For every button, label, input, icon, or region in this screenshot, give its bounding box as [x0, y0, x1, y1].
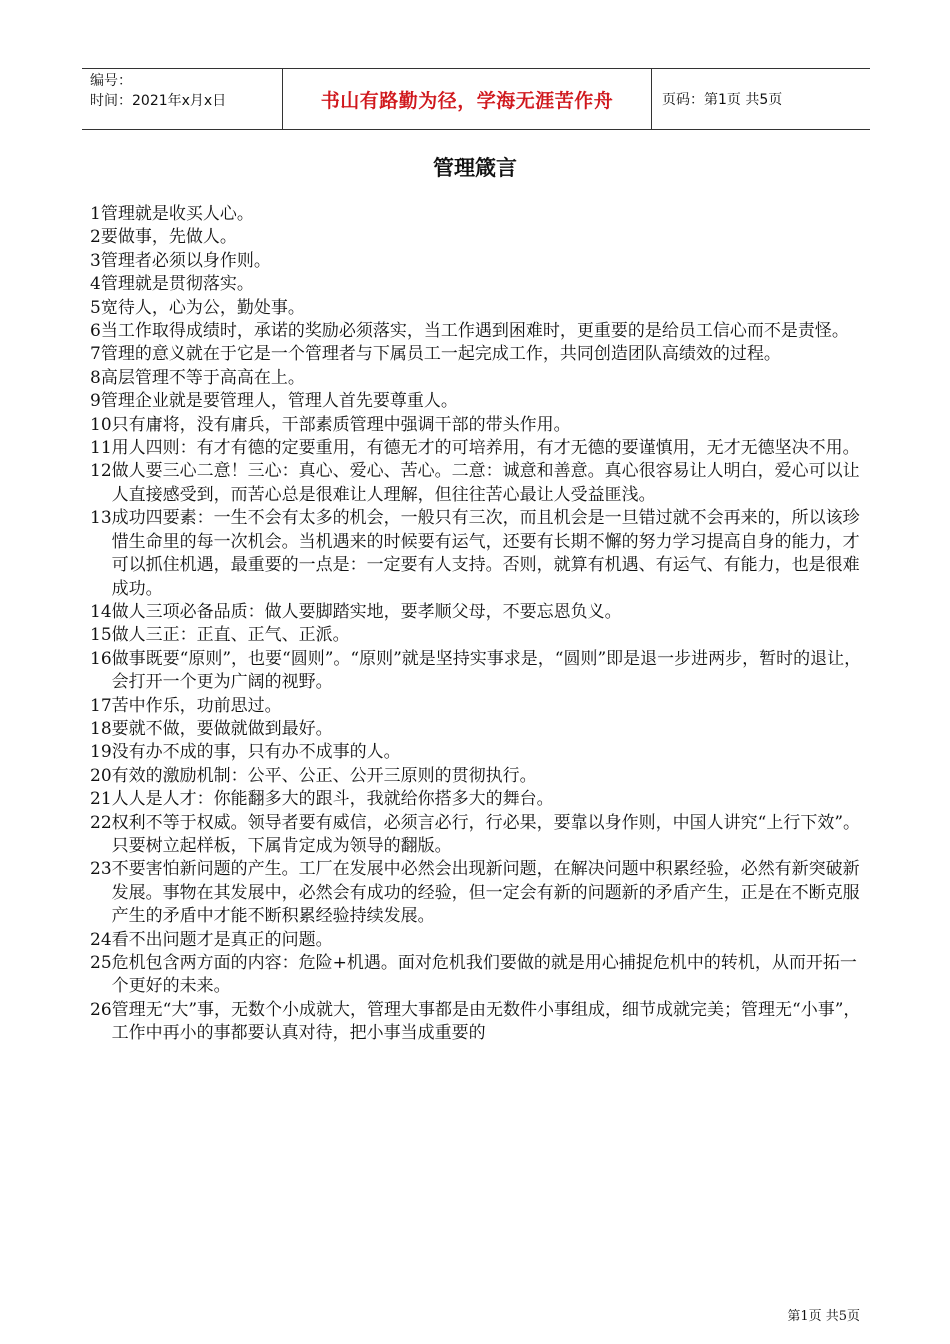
list-item: [90, 203, 870, 226]
item-number: 25: [90, 953, 112, 973]
list-item: [90, 929, 870, 952]
item-text: 管理者必须以身作则。: [100, 250, 271, 271]
item-number: 7: [90, 344, 101, 365]
item-text: 管理就是贯彻落实。: [100, 274, 254, 295]
list-item: [90, 460, 870, 507]
item-number: 18: [90, 718, 112, 739]
list-item: [90, 507, 870, 601]
item-number: 24: [90, 929, 112, 950]
list-item: [90, 741, 870, 764]
item-number: 15: [90, 625, 112, 646]
item-number: 17: [90, 695, 112, 716]
list-item: [90, 390, 870, 413]
item-number: 6: [90, 321, 101, 342]
list-item: [90, 999, 870, 1046]
header-motto: 书山有路勤为径，学海无涯苦作舟: [320, 89, 614, 112]
item-text: 管理无“大”事，无数个小成就大，管理大事都是由无数件小事组成，细节成就完美；管理无“小事”，工作中再小的事都要认真对待，把小事当成重要的: [111, 999, 861, 1044]
item-text: 当工作取得成绩时，承诺的奖励必须落实，当工作遇到困难时，更重要的是给员工信心而不是责怪。: [100, 321, 849, 342]
item-text: 权利不等于权威。领导者要有威信，必须言必行，行必果，要靠以身作则，中国人讲究“上行下效”。只要树立起样板，下属肯定成为领导的翻版。: [111, 812, 861, 856]
item-text: 有效的激励机制：公平、公正、公开三原则的贯彻执行。: [111, 765, 537, 786]
item-text: 只有庸将，没有庸兵，干部素质管理中强调干部的带头作用。: [111, 414, 571, 435]
list-item: [90, 297, 870, 320]
list-item: [90, 718, 870, 741]
item-text: 宽待人，心为公，勤处事。: [100, 297, 305, 318]
item-number: 20: [90, 765, 112, 786]
document-number-label: 编号：: [90, 73, 132, 89]
item-text: 做事既要“原则”，也要“圆则”。“原则”就是坚持实事求是，“圆则”即是退一步进两步，暂时的退让，会打开一个更为广阔的视野。: [111, 648, 862, 693]
page-footer: 第1页 共5页: [787, 1309, 860, 1324]
item-number: 19: [90, 742, 112, 763]
item-number: 14: [90, 601, 112, 622]
item-number: 23: [90, 859, 112, 880]
item-text: 管理就是收买人心。: [100, 204, 254, 224]
list-item: [90, 343, 870, 366]
document-date-label: 时间：2021年x月x日: [90, 93, 227, 109]
list-item: [90, 320, 870, 343]
item-number: 12: [90, 461, 112, 482]
item-text: 要做事，先做人。: [100, 227, 237, 248]
item-text: 苦中作乐，功前思过。: [111, 695, 282, 716]
list-item: [90, 414, 870, 437]
item-text: 管理的意义就在于它是一个管理者与下属员工一起完成工作，共同创造团队高绩效的过程。: [100, 344, 781, 365]
list-item: [90, 367, 870, 390]
item-number: 3: [90, 250, 101, 271]
item-text: 看不出问题才是真正的问题。: [111, 929, 333, 950]
item-text: 做人三项必备品质：做人要脚踏实地，要孝顺父母，不要忘恩负义。: [111, 601, 622, 622]
page-header: [82, 68, 870, 130]
list-item: [90, 695, 870, 718]
item-text: 高层管理不等于高高在上。: [100, 367, 305, 388]
item-number: 2: [90, 227, 101, 248]
list-item: [90, 812, 870, 859]
item-number: 16: [90, 648, 112, 669]
item-text: 管理企业就是要管理人，管理人首先要尊重人。: [100, 391, 458, 412]
list-item: [90, 648, 870, 695]
item-number: 8: [90, 367, 101, 388]
item-number: 10: [90, 414, 112, 435]
item-number: 21: [90, 789, 112, 810]
item-text: 危机包含两方面的内容：危险+机遇。面对危机我们要做的就是用心捕捉危机中的转机，从而开拓一个更好的未来。: [111, 953, 857, 997]
list-item: [90, 437, 870, 460]
item-number: 26: [90, 999, 112, 1020]
list-item: [90, 601, 870, 624]
header-meta: [82, 69, 282, 129]
item-number: 1: [90, 204, 101, 224]
list-item: [90, 273, 870, 296]
list-item: [90, 858, 870, 928]
list-item: [90, 250, 870, 273]
list-item: [90, 226, 870, 249]
item-text: 做人三正：正直、正气、正派。: [111, 625, 350, 646]
item-number: 4: [90, 274, 101, 295]
header-page-cell: [652, 69, 870, 129]
item-text: 做人要三心二意！三心：真心、爱心、苦心。二意：诚意和善意。真心很容易让人明白，爱心可以让人直接感受到，而苦心总是很难让人理解，但往往苦心最让人受益匪浅。: [111, 461, 860, 505]
maxim-list: [90, 203, 870, 1046]
header-motto-cell: [282, 69, 652, 129]
item-text: 要就不做，要做就做到最好。: [111, 718, 333, 739]
list-item: [90, 765, 870, 788]
item-number: 11: [90, 438, 112, 459]
item-number: 13: [90, 508, 112, 529]
item-number: 5: [90, 297, 101, 318]
item-text: 用人四则：有才有德的定要重用，有德无才的可培养用，有才无德的要谨慎用，无才无德坚决不用。: [111, 438, 860, 459]
item-text: 不要害怕新问题的产生。工厂在发展中必然会出现新问题，在解决问题中积累经验，必然有新突破新发展。事物在其发展中，必然会有成功的经验，但一定会有新的问题新的矛盾产生，正是在不断克服产生的矛盾中才能不断积累经验持续发展。: [111, 859, 860, 927]
item-number: 22: [90, 812, 112, 833]
item-number: 9: [90, 391, 101, 412]
item-text: 没有办不成的事，只有办不成事的人。: [111, 742, 401, 763]
list-item: [90, 788, 870, 811]
item-text: 人人是人才：你能翻多大的跟斗，我就给你搭多大的舞台。: [111, 789, 554, 810]
list-item: [90, 624, 870, 647]
item-text: 成功四要素：一生不会有太多的机会，一般只有三次，而且机会是一旦错过就不会再来的，所以该珍惜生命里的每一次机会。当机遇来的时候要有运气，还要有长期不懈的努力学习提高自身的能力，才可以抓住机遇，最重要的一点是：一定要有人支持。否则，就算有机遇、有运气、有能力，也是很难成功。: [111, 508, 860, 599]
list-item: [90, 952, 870, 999]
header-page-label: 页码：第1页 共5页: [662, 92, 783, 108]
document-title: 管理箴言: [433, 156, 517, 180]
